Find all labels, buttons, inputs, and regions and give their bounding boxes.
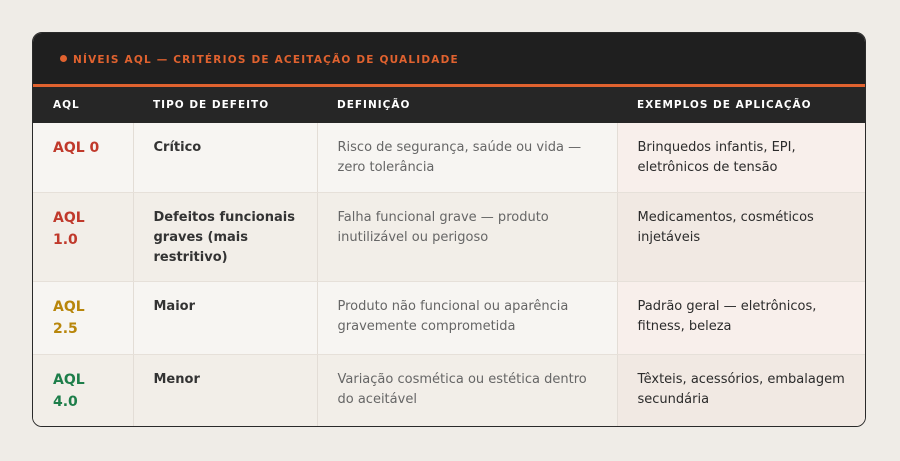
aql-level: AQL 1.0 <box>33 192 133 281</box>
aql-table <box>33 87 866 427</box>
card-header <box>33 33 865 87</box>
table-row <box>33 192 866 281</box>
table-row <box>33 281 866 354</box>
application-examples: Medicamentos, cosméticos injetáveis <box>617 192 866 281</box>
aql-level: AQL 0 <box>33 123 133 192</box>
card-title <box>60 54 459 66</box>
column-header-aql: AQL <box>33 87 133 123</box>
column-header-definition: DEFINIÇÃO <box>317 87 617 123</box>
aql-level: AQL 2.5 <box>33 281 133 354</box>
application-examples: Brinquedos infantis, EPI, eletrônicos de tensão <box>617 123 866 192</box>
aql-levels-card <box>32 32 866 427</box>
table-row <box>33 354 866 427</box>
application-examples: Padrão geral — eletrônicos, fitness, beleza <box>617 281 866 354</box>
defect-type: Defeitos funcionais graves (mais restritivo) <box>133 192 317 281</box>
definition: Variação cosmética ou estética dentro do aceitável <box>317 354 617 427</box>
application-examples: Têxteis, acessórios, embalagem secundária <box>617 354 866 427</box>
column-header-type: TIPO DE DEFEITO <box>133 87 317 123</box>
definition: Produto não funcional ou aparência gravemente comprometida <box>317 281 617 354</box>
definition: Risco de segurança, saúde ou vida — zero tolerância <box>317 123 617 192</box>
definition: Falha funcional grave — produto inutilizável ou perigoso <box>317 192 617 281</box>
card-title-text: NÍVEIS AQL — CRITÉRIOS DE ACEITAÇÃO DE QUALIDADE <box>73 54 459 66</box>
defect-type: Maior <box>133 281 317 354</box>
bullet-dot-icon <box>60 55 67 62</box>
defect-type: Crítico <box>133 123 317 192</box>
column-header-examples: EXEMPLOS DE APLICAÇÃO <box>617 87 866 123</box>
aql-level: AQL 4.0 <box>33 354 133 427</box>
table-row <box>33 123 866 192</box>
table-header-row <box>33 87 866 123</box>
defect-type: Menor <box>133 354 317 427</box>
